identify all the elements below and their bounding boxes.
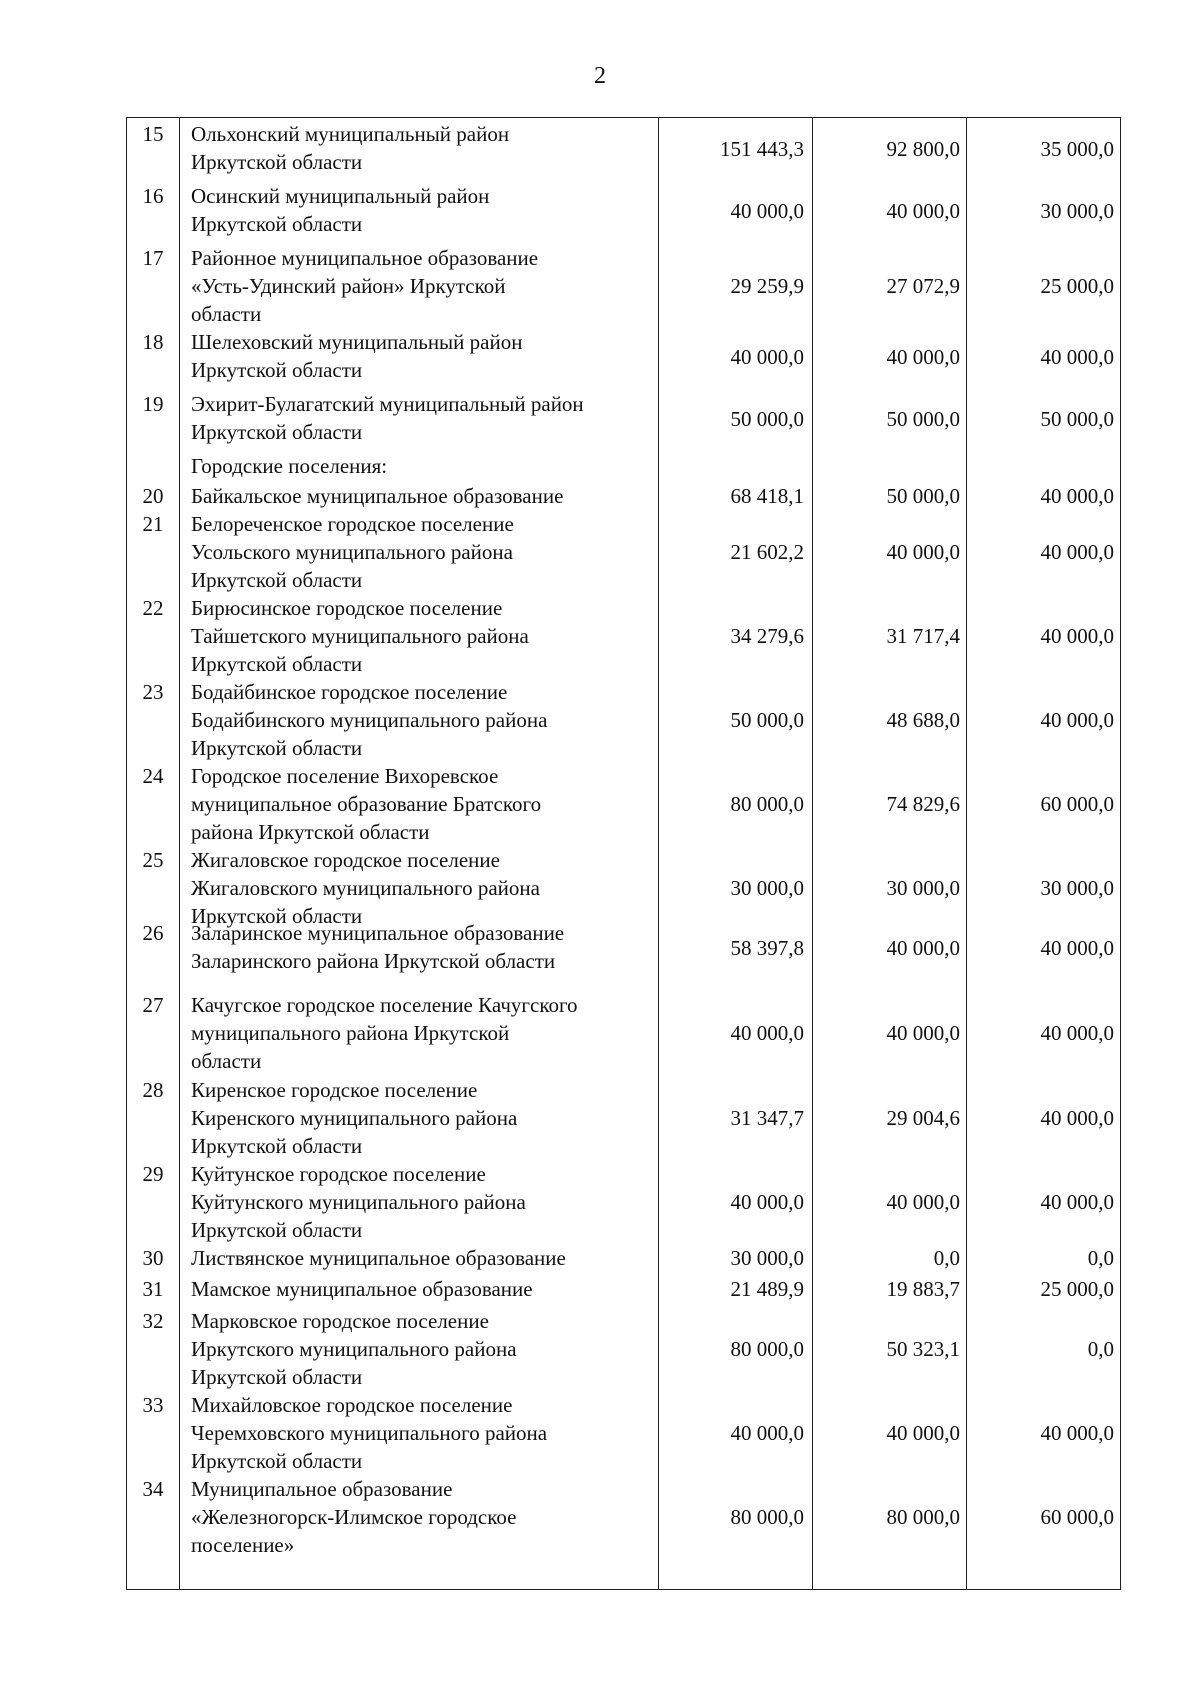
amount-column-1: 68 418,1: [730, 484, 804, 508]
amount-column-1: 21 489,9: [730, 1277, 804, 1301]
row-number: 34: [142, 1477, 164, 1501]
municipality-name-line: Листвянское муниципальное образование: [191, 1246, 566, 1270]
amount-column-1: 30 000,0: [730, 1246, 804, 1270]
amount-column-3: 25 000,0: [1040, 1277, 1114, 1301]
municipality-name-line: Куйтунское городское поселение: [191, 1162, 486, 1186]
row-number: 30: [142, 1246, 164, 1270]
municipality-name-line: Иркутской области: [191, 1365, 363, 1389]
amount-column-3: 0,0: [1087, 1337, 1114, 1361]
amount-column-2: 74 829,6: [886, 792, 960, 816]
amount-column-1: 40 000,0: [730, 345, 804, 369]
table-row: [127, 919, 1120, 977]
row-number: 26: [142, 921, 164, 945]
amount-column-1: 30 000,0: [730, 876, 804, 900]
municipality-name-line: Качугское городское поселение Качугского: [191, 993, 578, 1017]
municipality-name-line: Белореченское городское поселение: [191, 512, 514, 536]
table-row: [127, 120, 1120, 178]
row-number: 17: [142, 246, 164, 270]
municipality-name-line: Мамское муниципальное образование: [191, 1277, 533, 1301]
amount-column-2: 40 000,0: [886, 199, 960, 223]
table-row: [127, 1275, 1120, 1303]
municipality-name-line: Заларинское муниципальное образование: [191, 921, 565, 945]
amount-column-1: 31 347,7: [730, 1106, 804, 1130]
amount-column-3: 40 000,0: [1040, 936, 1114, 960]
amount-column-2: 50 323,1: [886, 1337, 960, 1361]
municipality-name: [191, 1307, 671, 1391]
municipality-name: [191, 482, 671, 510]
table-row: [127, 846, 1120, 930]
municipality-name-line: Иркутской области: [191, 568, 363, 592]
amount-column-3: 40 000,0: [1040, 1106, 1114, 1130]
municipality-name-line: Куйтунского муниципального района: [191, 1190, 526, 1214]
table-row: [127, 1160, 1120, 1244]
row-number: 19: [142, 392, 164, 416]
amount-column-2: 27 072,9: [886, 274, 960, 298]
municipality-name-line: Иркутского муниципального района: [191, 1337, 517, 1361]
municipality-name-line: Усольского муниципального района: [191, 540, 513, 564]
amount-column-1: 40 000,0: [730, 1190, 804, 1214]
municipality-name-line: Ольхонский муниципальный район: [191, 122, 510, 146]
municipality-name-line: Иркутской области: [191, 358, 363, 382]
table-row: [127, 1475, 1120, 1559]
amount-column-3: 40 000,0: [1040, 708, 1114, 732]
row-number: 23: [142, 680, 164, 704]
municipality-name-line: района Иркутской области: [191, 820, 430, 844]
table-row: [127, 328, 1120, 386]
table-row: [127, 482, 1120, 510]
data-table: [126, 117, 1121, 1590]
municipality-name: [191, 120, 671, 176]
row-number: 16: [142, 184, 164, 208]
row-number: 22: [142, 596, 164, 620]
amount-column-3: 40 000,0: [1040, 540, 1114, 564]
row-number: 21: [142, 512, 164, 536]
table-row: [127, 1076, 1120, 1160]
municipality-name-line: Иркутской области: [191, 150, 363, 174]
row-number: 24: [142, 764, 164, 788]
municipality-name-line: Жигаловского муниципального района: [191, 876, 540, 900]
municipality-name: [191, 991, 671, 1075]
municipality-name: [191, 1076, 671, 1160]
municipality-name-line: Марковское городское поселение: [191, 1309, 489, 1333]
municipality-name: [191, 182, 671, 238]
row-number: 20: [142, 484, 164, 508]
row-number: 31: [142, 1277, 164, 1301]
table-row: [127, 1307, 1120, 1391]
amount-column-2: 40 000,0: [886, 1190, 960, 1214]
table-row: [127, 390, 1120, 448]
amount-column-3: 30 000,0: [1040, 876, 1114, 900]
municipality-name-line: Эхирит-Булагатский муниципальный район: [191, 392, 584, 416]
municipality-name-line: области: [191, 1049, 262, 1073]
amount-column-3: 30 000,0: [1040, 199, 1114, 223]
amount-column-1: 80 000,0: [730, 792, 804, 816]
amount-column-3: 50 000,0: [1040, 407, 1114, 431]
municipality-name-line: Бодайбинское городское поселение: [191, 680, 508, 704]
table-row: [127, 1244, 1120, 1272]
municipality-name: [191, 594, 671, 678]
page-number: 2: [594, 63, 606, 89]
municipality-name-line: «Железногорск-Илимское городское: [191, 1505, 517, 1529]
municipality-name-line: Иркутской области: [191, 1449, 363, 1473]
amount-column-3: 40 000,0: [1040, 1021, 1114, 1045]
municipality-name: [191, 1160, 671, 1244]
amount-column-1: 21 602,2: [730, 540, 804, 564]
amount-column-3: 40 000,0: [1040, 1190, 1114, 1214]
table-row: [127, 244, 1120, 328]
municipality-name-line: Бирюсинское городское поселение: [191, 596, 503, 620]
table-row: [127, 762, 1120, 846]
amount-column-2: 40 000,0: [886, 540, 960, 564]
municipality-name-line: Иркутской области: [191, 736, 363, 760]
amount-column-2: 31 717,4: [886, 624, 960, 648]
municipality-name-line: Осинский муниципальный район: [191, 184, 490, 208]
amount-column-2: 48 688,0: [886, 708, 960, 732]
amount-column-3: 40 000,0: [1040, 484, 1114, 508]
amount-column-2: 30 000,0: [886, 876, 960, 900]
municipality-name-line: Иркутской области: [191, 212, 363, 236]
amount-column-3: 60 000,0: [1040, 1505, 1114, 1529]
amount-column-1: 80 000,0: [730, 1337, 804, 1361]
municipality-name: [191, 390, 671, 446]
amount-column-2: 40 000,0: [886, 1021, 960, 1045]
row-number: 33: [142, 1393, 164, 1417]
municipality-name-line: Киренское городское поселение: [191, 1078, 478, 1102]
row-number: 15: [142, 122, 164, 146]
amount-column-1: 40 000,0: [730, 199, 804, 223]
municipality-name-line: Муниципальное образование: [191, 1477, 453, 1501]
municipality-name: [191, 919, 671, 975]
amount-column-2: 19 883,7: [886, 1277, 960, 1301]
amount-column-3: 0,0: [1087, 1246, 1114, 1270]
amount-column-2: 40 000,0: [886, 1421, 960, 1445]
row-number: 18: [142, 330, 164, 354]
amount-column-1: 34 279,6: [730, 624, 804, 648]
amount-column-3: 25 000,0: [1040, 274, 1114, 298]
amount-column-3: 40 000,0: [1040, 1421, 1114, 1445]
row-number: 32: [142, 1309, 164, 1333]
amount-column-2: 40 000,0: [886, 936, 960, 960]
municipality-name-line: Шелеховский муниципальный район: [191, 330, 523, 354]
amount-column-1: 29 259,9: [730, 274, 804, 298]
amount-column-2: 92 800,0: [886, 137, 960, 161]
municipality-name: [191, 1275, 671, 1303]
municipality-name-line: Жигаловское городское поселение: [191, 848, 500, 872]
municipality-name: [191, 846, 671, 930]
table-row: [127, 594, 1120, 678]
row-number: 25: [142, 848, 164, 872]
municipality-name: [191, 244, 671, 328]
amount-column-2: 40 000,0: [886, 345, 960, 369]
municipality-name-line: Иркутской области: [191, 1218, 363, 1242]
amount-column-1: 50 000,0: [730, 407, 804, 431]
amount-column-1: 151 443,3: [720, 137, 804, 161]
municipality-name-line: Заларинского района Иркутской области: [191, 949, 556, 973]
municipality-name-line: Бодайбинского муниципального района: [191, 708, 548, 732]
municipality-name-line: Районное муниципальное образование: [191, 246, 539, 270]
amount-column-2: 29 004,6: [886, 1106, 960, 1130]
municipality-name-line: Иркутской области: [191, 420, 363, 444]
amount-column-3: 40 000,0: [1040, 624, 1114, 648]
municipality-name-line: Иркутской области: [191, 904, 363, 928]
amount-column-2: 80 000,0: [886, 1505, 960, 1529]
section-heading: Городские поселения:: [191, 454, 388, 478]
table-row: [127, 991, 1120, 1075]
row-number: 28: [142, 1078, 164, 1102]
municipality-name-line: Байкальское муниципальное образование: [191, 484, 564, 508]
municipality-name: [191, 762, 671, 846]
municipality-name-line: муниципального района Иркутской: [191, 1021, 510, 1045]
municipality-name: [191, 1391, 671, 1475]
amount-column-1: 50 000,0: [730, 708, 804, 732]
amount-column-3: 35 000,0: [1040, 137, 1114, 161]
municipality-name-line: поселение»: [191, 1533, 295, 1557]
row-number: 29: [142, 1162, 164, 1186]
municipality-name: [191, 328, 671, 384]
municipality-name-line: Тайшетского муниципального района: [191, 624, 529, 648]
municipality-name: [191, 1244, 671, 1272]
municipality-name-line: «Усть-Удинский район» Иркутской: [191, 274, 506, 298]
amount-column-1: 40 000,0: [730, 1021, 804, 1045]
municipality-name-line: Иркутской области: [191, 1134, 363, 1158]
municipality-name: [191, 678, 671, 762]
amount-column-3: 60 000,0: [1040, 792, 1114, 816]
municipality-name-line: области: [191, 302, 262, 326]
municipality-name-line: Киренского муниципального района: [191, 1106, 518, 1130]
amount-column-2: 50 000,0: [886, 407, 960, 431]
municipality-name: [191, 1475, 671, 1559]
municipality-name: [191, 510, 671, 594]
municipality-name-line: Михайловское городское поселение: [191, 1393, 513, 1417]
amount-column-1: 40 000,0: [730, 1421, 804, 1445]
municipality-name-line: муниципальное образование Братского: [191, 792, 542, 816]
amount-column-2: 50 000,0: [886, 484, 960, 508]
amount-column-1: 80 000,0: [730, 1505, 804, 1529]
municipality-name-line: Черемховского муниципального района: [191, 1421, 548, 1445]
table-row: [127, 678, 1120, 762]
table-row: [127, 1391, 1120, 1475]
row-number: 27: [142, 993, 164, 1017]
amount-column-1: 58 397,8: [730, 936, 804, 960]
amount-column-3: 40 000,0: [1040, 345, 1114, 369]
municipality-name-line: Иркутской области: [191, 652, 363, 676]
municipality-name-line: Городское поселение Вихоревское: [191, 764, 499, 788]
table-row: [127, 182, 1120, 240]
table-row: [127, 510, 1120, 594]
amount-column-2: 0,0: [933, 1246, 960, 1270]
